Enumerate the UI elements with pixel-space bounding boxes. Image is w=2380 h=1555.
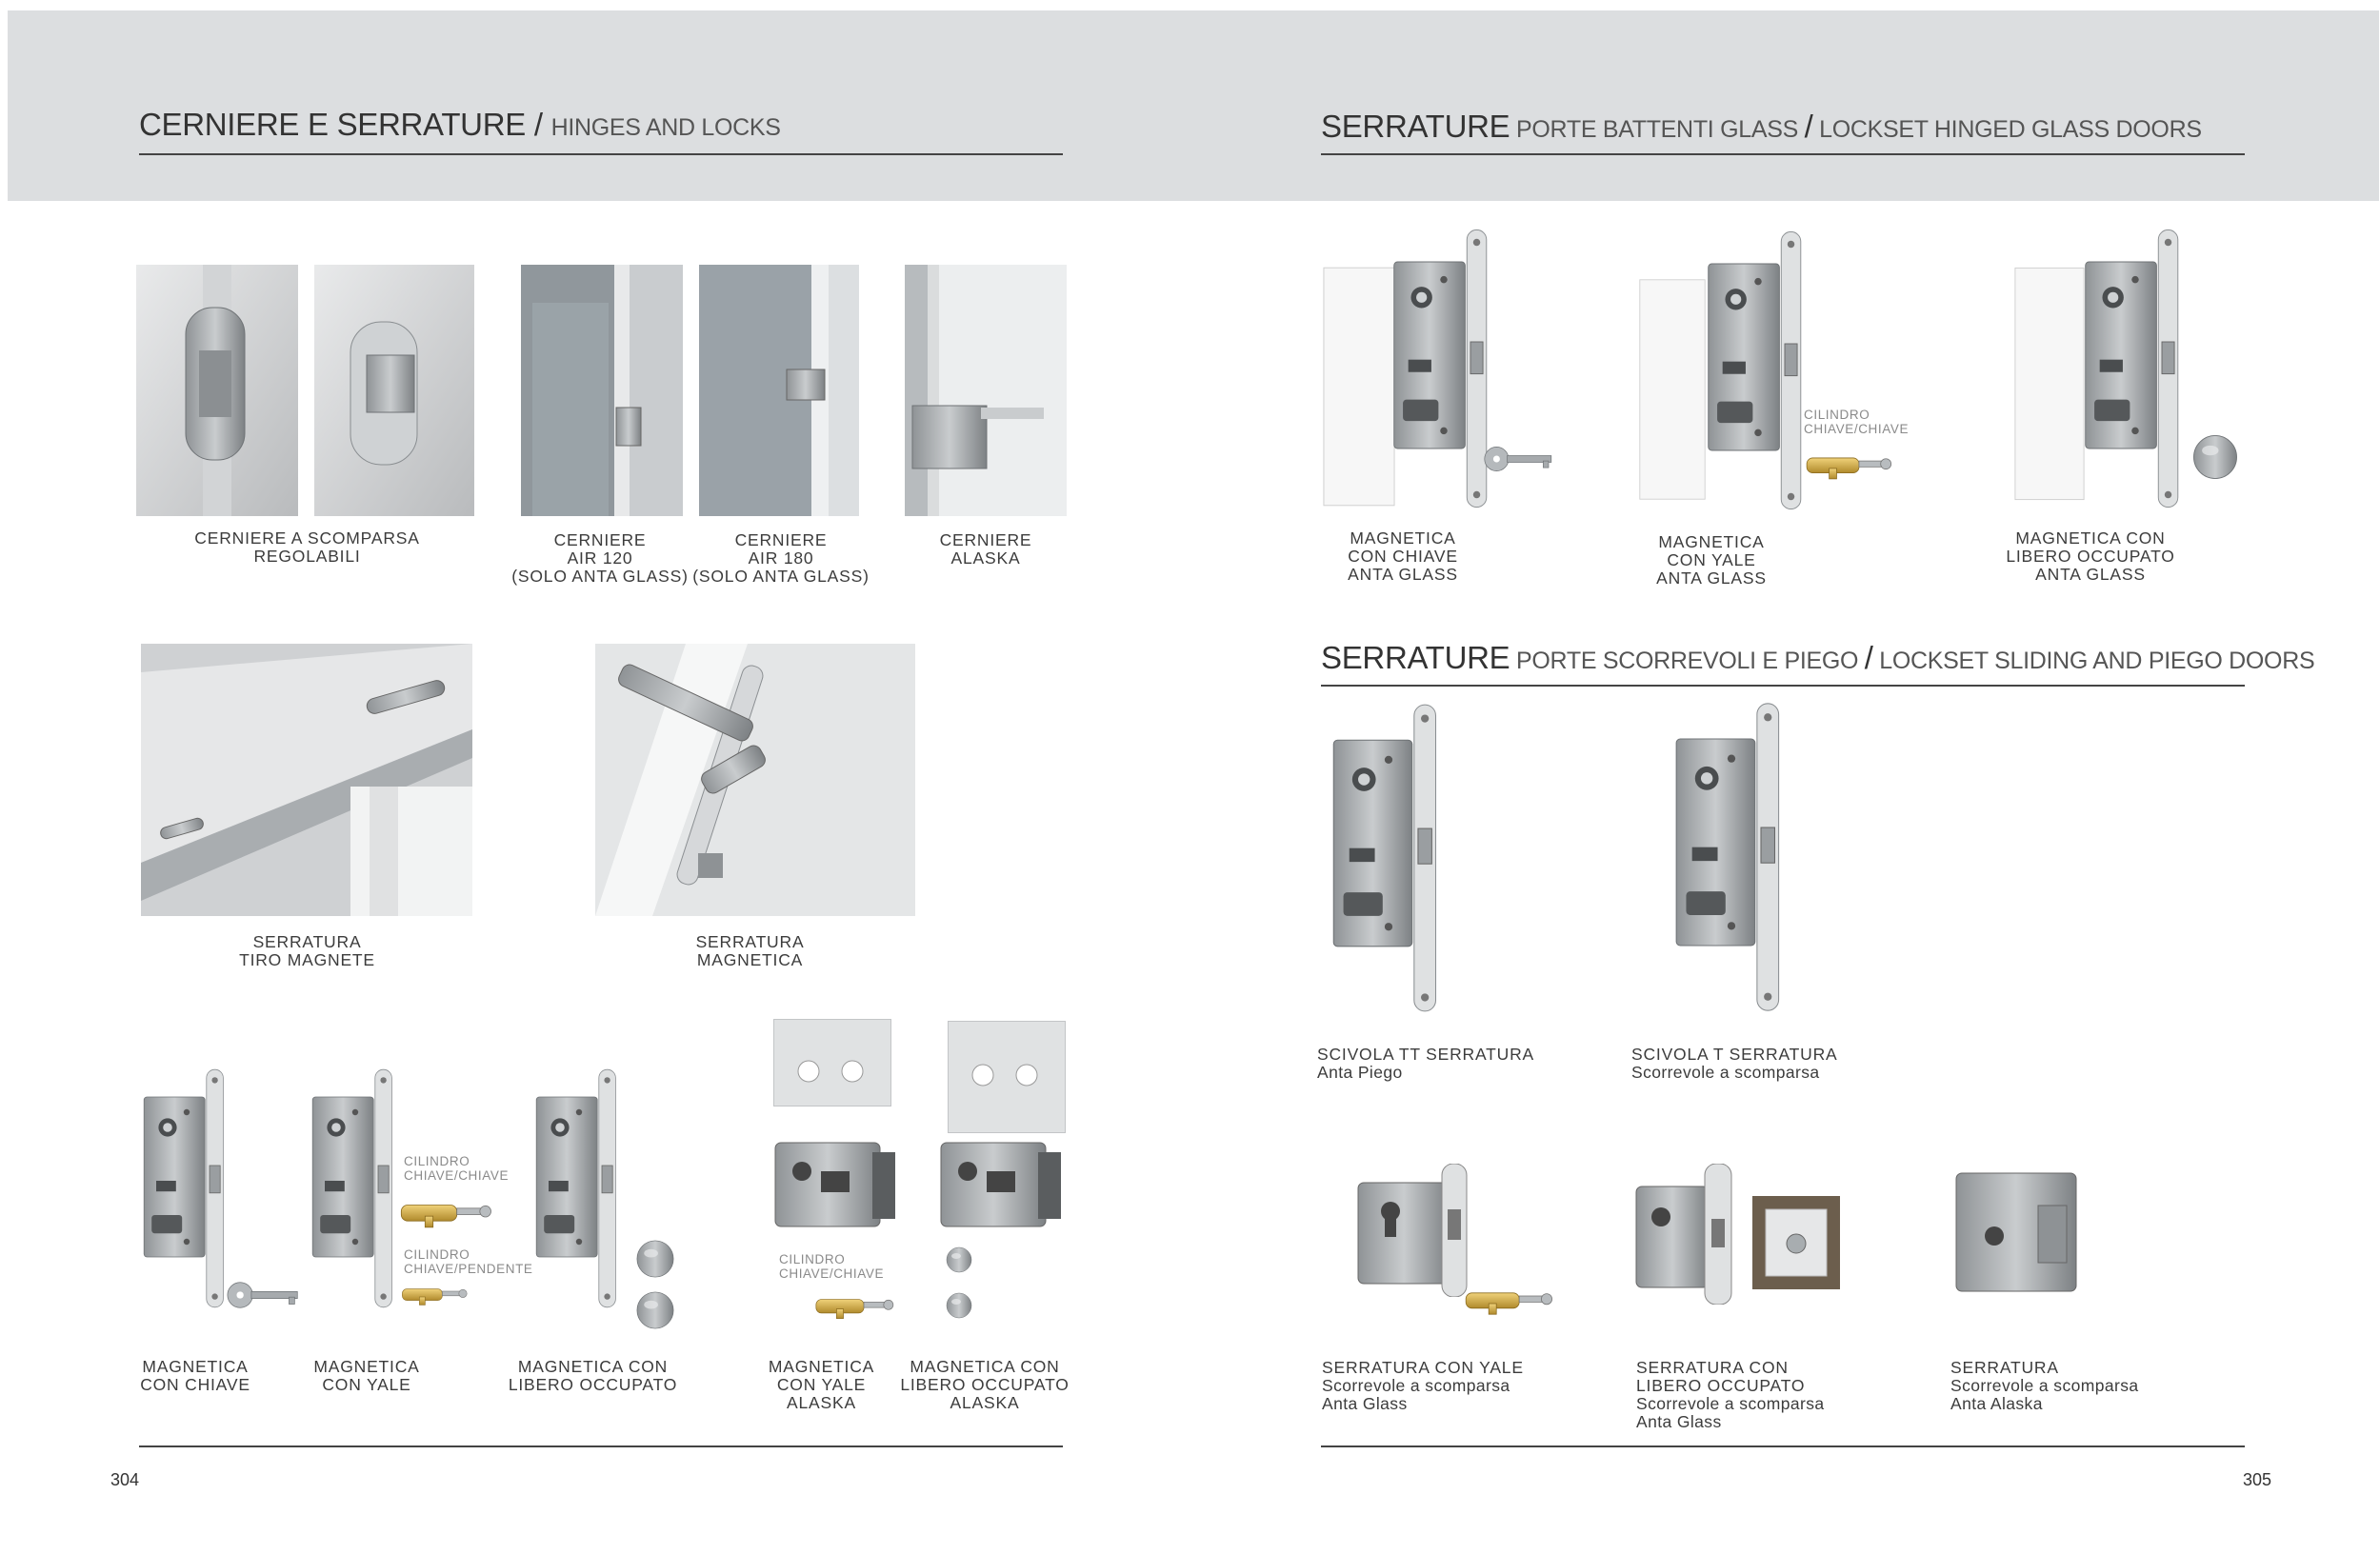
photo-hinge-air180 xyxy=(699,265,859,516)
caption-serratura-libero xyxy=(1636,1359,1825,1431)
caption-hinge-air180 xyxy=(686,531,876,586)
caption-desc: Scorrevole a scomparsa xyxy=(1636,1394,1825,1413)
caption-scivola-t xyxy=(1631,1046,1838,1082)
caption-line: ALASKA xyxy=(950,548,1021,568)
caption-desc: Anta Glass xyxy=(1636,1412,1722,1431)
photo-hinge-concealed-1 xyxy=(136,265,298,516)
cover-plate xyxy=(1322,263,1396,510)
caption-line: LIBERO OCCUPATO xyxy=(2006,547,2175,566)
caption-line: SERRATURA xyxy=(252,932,362,951)
note-line: CILINDRO xyxy=(404,1154,470,1168)
caption-line: ANTA GLASS xyxy=(1656,568,1767,588)
caption-name: LIBERO OCCUPATO xyxy=(1636,1376,1806,1395)
cylinder-icon xyxy=(813,1287,895,1324)
caption-line: ANTA GLASS xyxy=(1348,565,1458,584)
caption-line: MAGNETICA xyxy=(768,1357,875,1376)
title-main: CERNIERE E SERRATURE xyxy=(139,107,526,142)
title-main: SERRATURE xyxy=(1321,640,1510,675)
caption-line: MAGNETICA xyxy=(1658,532,1765,551)
photo-serratura-alaska xyxy=(1952,1167,2086,1301)
cylinder-icon xyxy=(1463,1280,1554,1320)
caption-desc: Anta Alaska xyxy=(1950,1394,2043,1413)
photo-hinge-alaska xyxy=(905,265,1067,516)
photo-mortise-chiave xyxy=(141,1038,232,1339)
photo-hinge-concealed-2 xyxy=(314,265,474,516)
caption-magnetica-chiave-glass xyxy=(1322,529,1484,584)
note-line: CHIAVE/CHIAVE xyxy=(1804,422,1910,436)
caption-magnetica-yale xyxy=(295,1358,438,1394)
caption-name: SERRATURA CON xyxy=(1636,1358,1789,1377)
photo-serratura-libero xyxy=(1634,1164,1749,1305)
note-cylinder-alaska xyxy=(779,1252,884,1281)
title-separator: / xyxy=(525,107,551,142)
caption-line: AIR 120 xyxy=(567,548,633,568)
title-rest: PORTE SCORREVOLI E PIEGO xyxy=(1510,648,1865,674)
photo-lock-tiro-magnete xyxy=(141,644,472,916)
title-sub: HINGES AND LOCKS xyxy=(550,114,781,141)
knob-icon xyxy=(634,1289,676,1331)
caption-line: LIBERO OCCUPATO xyxy=(900,1375,1070,1394)
title-sub: LOCKSET HINGED GLASS DOORS xyxy=(1812,116,2202,143)
caption-line: CERNIERE xyxy=(734,530,828,549)
title-sub: LOCKSET SLIDING AND PIEGO DOORS xyxy=(1872,648,2315,674)
footer-rule-right xyxy=(1321,1445,2245,1447)
title-separator: / xyxy=(1804,109,1813,144)
photo-scivola-t xyxy=(1672,699,1790,1015)
photo-alaska-plate-yale xyxy=(773,1019,891,1106)
note-cylinder-pendente xyxy=(404,1247,533,1276)
title-rest: PORTE BATTENTI GLASS xyxy=(1510,116,1805,143)
caption-desc: Scorrevole a scomparsa xyxy=(1950,1376,2139,1395)
caption-line: CON CHIAVE xyxy=(1348,547,1458,566)
caption-line: ALASKA xyxy=(950,1393,1020,1412)
caption-line: MAGNETICA xyxy=(696,950,804,969)
cylinder-pendant-icon xyxy=(400,1278,469,1310)
caption-hinge-concealed xyxy=(171,529,443,566)
title-separator: / xyxy=(1864,640,1873,675)
caption-line: MAGNETICA CON xyxy=(2015,528,2166,548)
caption-line: CON YALE xyxy=(776,1375,867,1394)
caption-name: SCIVOLA TT SERRATURA xyxy=(1317,1045,1534,1064)
caption-line: (SOLO ANTA GLASS) xyxy=(511,567,689,586)
caption-line: MAGNETICA xyxy=(313,1357,420,1376)
photo-serratura-yale xyxy=(1356,1164,1543,1297)
knob-icon xyxy=(2190,432,2240,482)
key-icon xyxy=(1482,440,1562,478)
caption-line: MAGNETICA xyxy=(1350,528,1456,548)
caption-magnetica-yale-glass xyxy=(1630,533,1792,588)
caption-magnetica-libero-glass xyxy=(1990,529,2190,584)
caption-line: REGOLABILI xyxy=(253,547,361,566)
note-line: CILINDRO xyxy=(1804,408,1870,422)
caption-line: CERNIERE xyxy=(553,530,647,549)
knob-icon xyxy=(945,1289,973,1322)
footer-rule-left xyxy=(139,1445,1063,1447)
caption-line: AIR 180 xyxy=(748,548,814,568)
cover-plate xyxy=(1638,270,1707,508)
photo-scivola-tt xyxy=(1330,701,1448,1015)
caption-line: CERNIERE xyxy=(939,530,1032,549)
caption-serratura-alaska xyxy=(1950,1359,2139,1413)
caption-line: MAGNETICA xyxy=(142,1357,249,1376)
caption-name: SCIVOLA T SERRATURA xyxy=(1631,1045,1838,1064)
caption-line: SERRATURA xyxy=(695,932,805,951)
caption-hinge-alaska xyxy=(900,531,1071,568)
photo-mortise-libero-glass xyxy=(2082,221,2189,516)
photo-mortise-libero xyxy=(533,1038,625,1339)
caption-scivola-tt xyxy=(1317,1046,1534,1082)
header-band xyxy=(8,10,2379,201)
caption-line: TIRO MAGNETE xyxy=(239,950,375,969)
note-cylinder-chiave xyxy=(404,1154,509,1183)
section-title-hinged xyxy=(1321,109,2202,145)
caption-name: SERRATURA xyxy=(1950,1358,2059,1377)
section-title-sliding xyxy=(1321,640,2314,676)
photo-mortise-yale-glass xyxy=(1705,223,1811,518)
photo-alaska-lock-yale xyxy=(773,1133,897,1238)
cylinder-icon xyxy=(398,1192,493,1232)
photo-mortise-yale xyxy=(310,1038,401,1339)
caption-line: LIBERO OCCUPATO xyxy=(508,1375,678,1394)
knob-icon xyxy=(945,1246,973,1274)
title-rule-left xyxy=(139,153,1063,155)
caption-serratura-yale xyxy=(1322,1359,1524,1413)
photo-libero-box xyxy=(1752,1196,1840,1289)
title-main: SERRATURE xyxy=(1321,109,1510,144)
caption-name: SERRATURA CON YALE xyxy=(1322,1358,1524,1377)
note-line: CILINDRO xyxy=(404,1247,470,1262)
caption-line: ALASKA xyxy=(787,1393,856,1412)
caption-lock-magnetica xyxy=(619,933,881,969)
caption-lock-tiro-magnete xyxy=(171,933,443,969)
photo-lock-magnetica xyxy=(595,644,915,916)
caption-hinge-air120 xyxy=(505,531,695,586)
caption-line: CERNIERE A SCOMPARSA xyxy=(194,528,420,548)
page-title-left xyxy=(139,107,781,143)
caption-line: ANTA GLASS xyxy=(2035,565,2146,584)
photo-hinge-air120 xyxy=(521,265,683,516)
caption-magnetica-libero xyxy=(495,1358,690,1394)
photo-alaska-plate-libero xyxy=(948,1021,1066,1133)
caption-desc: Scorrevole a scomparsa xyxy=(1322,1376,1510,1395)
section-rule-sliding xyxy=(1321,685,2245,687)
caption-line: CON YALE xyxy=(1667,550,1756,569)
page-number-left: 304 xyxy=(110,1470,140,1489)
cylinder-icon xyxy=(1804,444,1893,486)
caption-line: CON CHIAVE xyxy=(140,1375,250,1394)
note-line: CHIAVE/CHIAVE xyxy=(779,1266,885,1281)
caption-line: (SOLO ANTA GLASS) xyxy=(692,567,870,586)
key-icon xyxy=(225,1276,309,1314)
photo-alaska-lock-libero xyxy=(939,1133,1063,1238)
caption-magnetica-yale-alaska xyxy=(752,1358,890,1412)
caption-desc: Scorrevole a scomparsa xyxy=(1631,1063,1820,1082)
caption-line: MAGNETICA CON xyxy=(910,1357,1060,1376)
title-rule-right xyxy=(1321,153,2245,155)
caption-magnetica-chiave xyxy=(124,1358,267,1394)
caption-line: MAGNETICA CON xyxy=(517,1357,669,1376)
knob-icon xyxy=(634,1238,676,1280)
note-line: CHIAVE/CHIAVE xyxy=(404,1168,510,1183)
caption-desc: Anta Glass xyxy=(1322,1394,1408,1413)
note-cylinder-glass xyxy=(1804,408,1909,436)
cover-plate xyxy=(2013,259,2086,508)
caption-line: CON YALE xyxy=(322,1375,411,1394)
page-number-right: 305 xyxy=(2243,1470,2272,1489)
caption-magnetica-libero-alaska xyxy=(899,1358,1070,1412)
caption-desc: Anta Piego xyxy=(1317,1063,1403,1082)
note-line: CILINDRO xyxy=(779,1252,846,1266)
note-line: CHIAVE/PENDENTE xyxy=(404,1262,533,1276)
